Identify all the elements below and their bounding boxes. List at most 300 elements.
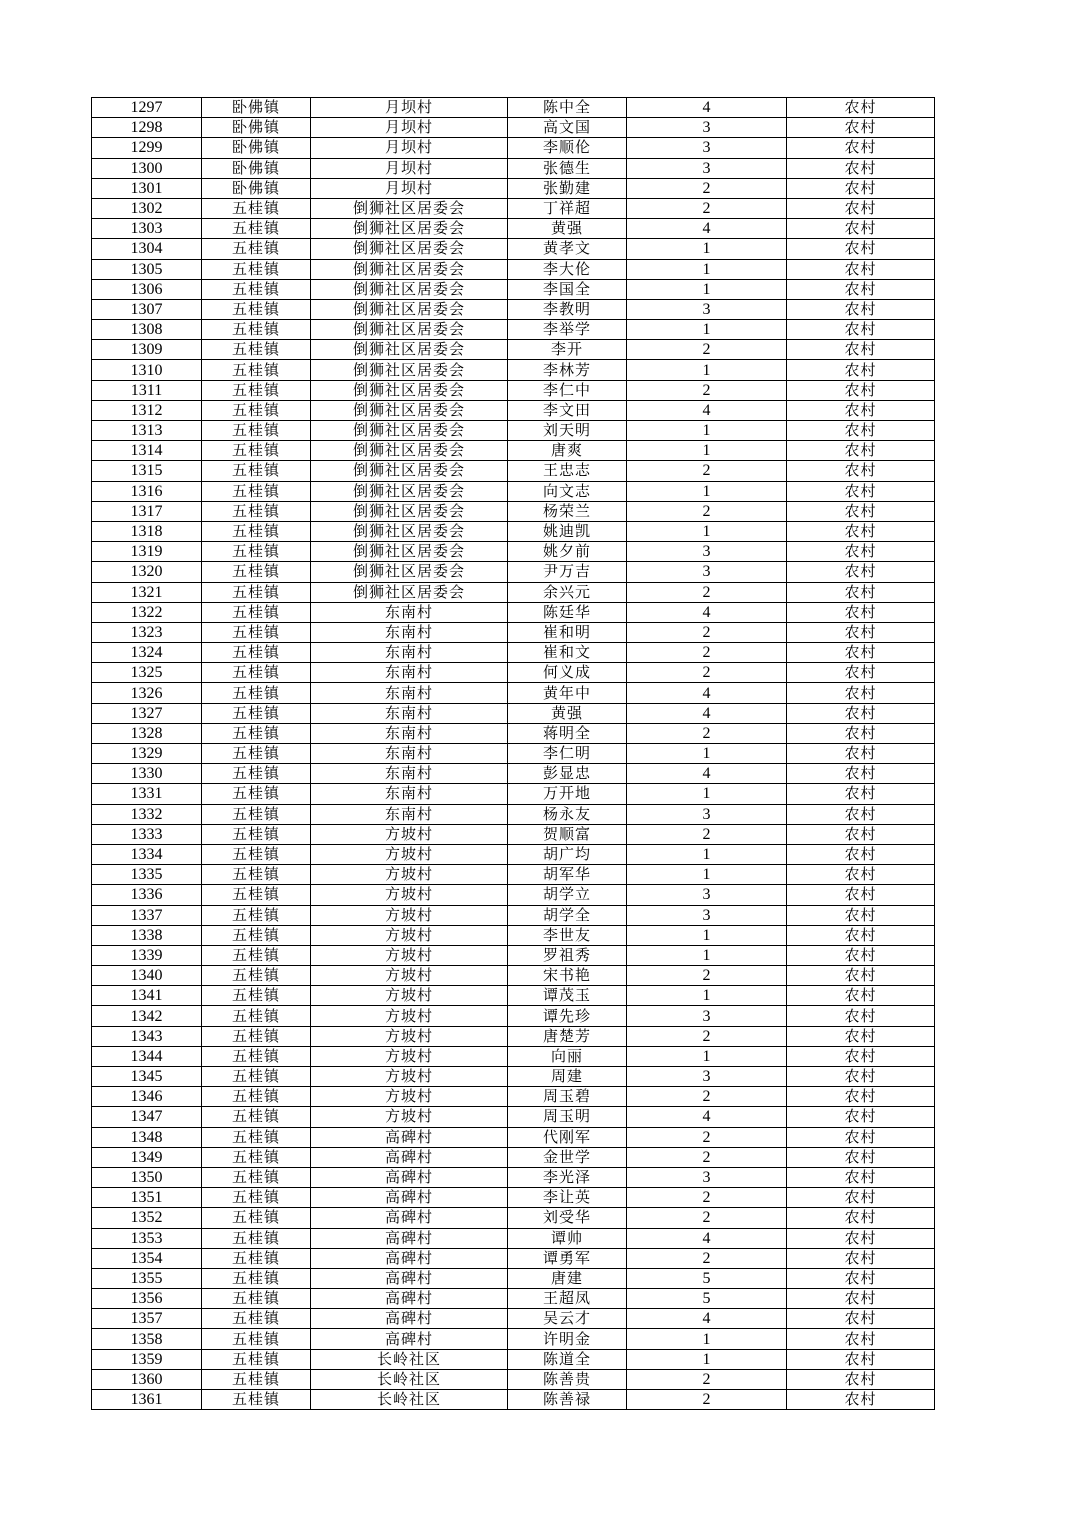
table-row	[92, 744, 935, 764]
household-size-cell: 3	[627, 138, 787, 158]
table-row	[92, 521, 935, 541]
category-cell: 农村	[787, 986, 935, 1006]
village-cell: 倒狮社区居委会	[311, 441, 508, 461]
name-cell: 刘受华	[508, 1208, 627, 1228]
household-size-cell: 3	[627, 1006, 787, 1026]
household-size-cell: 3	[627, 562, 787, 582]
category-cell: 农村	[787, 118, 935, 138]
town-cell: 五桂镇	[202, 905, 311, 925]
name-cell: 高文国	[508, 118, 627, 138]
household-size-cell: 1	[627, 1349, 787, 1369]
village-cell: 东南村	[311, 602, 508, 622]
category-cell: 农村	[787, 441, 935, 461]
row-number-cell: 1304	[92, 239, 202, 259]
table-row	[92, 1127, 935, 1147]
town-cell: 五桂镇	[202, 198, 311, 218]
table-row	[92, 844, 935, 864]
category-cell: 农村	[787, 1046, 935, 1066]
category-cell: 农村	[787, 360, 935, 380]
village-cell: 倒狮社区居委会	[311, 198, 508, 218]
category-cell: 农村	[787, 1188, 935, 1208]
table-row	[92, 1208, 935, 1228]
village-cell: 东南村	[311, 784, 508, 804]
village-cell: 月坝村	[311, 158, 508, 178]
row-number-cell: 1355	[92, 1268, 202, 1288]
household-size-cell: 4	[627, 219, 787, 239]
table-row	[92, 400, 935, 420]
name-cell: 许明金	[508, 1329, 627, 1349]
village-cell: 倒狮社区居委会	[311, 501, 508, 521]
household-size-cell: 4	[627, 98, 787, 118]
category-cell: 农村	[787, 400, 935, 420]
category-cell: 农村	[787, 1268, 935, 1288]
household-size-cell: 2	[627, 1248, 787, 1268]
town-cell: 五桂镇	[202, 1107, 311, 1127]
category-cell: 农村	[787, 1248, 935, 1268]
row-number-cell: 1301	[92, 178, 202, 198]
table-row	[92, 582, 935, 602]
name-cell: 蒋明全	[508, 723, 627, 743]
row-number-cell: 1308	[92, 320, 202, 340]
name-cell: 李开	[508, 340, 627, 360]
table-row	[92, 340, 935, 360]
table-row	[92, 158, 935, 178]
town-cell: 五桂镇	[202, 320, 311, 340]
village-cell: 倒狮社区居委会	[311, 461, 508, 481]
village-cell: 倒狮社区居委会	[311, 320, 508, 340]
village-cell: 高碑村	[311, 1329, 508, 1349]
village-cell: 倒狮社区居委会	[311, 279, 508, 299]
category-cell: 农村	[787, 178, 935, 198]
category-cell: 农村	[787, 1127, 935, 1147]
category-cell: 农村	[787, 622, 935, 642]
name-cell: 李仁明	[508, 744, 627, 764]
town-cell: 五桂镇	[202, 764, 311, 784]
row-number-cell: 1305	[92, 259, 202, 279]
row-number-cell: 1324	[92, 643, 202, 663]
category-cell: 农村	[787, 1329, 935, 1349]
category-cell: 农村	[787, 663, 935, 683]
table-row	[92, 118, 935, 138]
village-cell: 月坝村	[311, 118, 508, 138]
row-number-cell: 1312	[92, 400, 202, 420]
table-row	[92, 1228, 935, 1248]
town-cell: 五桂镇	[202, 1329, 311, 1349]
table-row	[92, 1268, 935, 1288]
name-cell: 黄强	[508, 219, 627, 239]
category-cell: 农村	[787, 138, 935, 158]
category-cell: 农村	[787, 1167, 935, 1187]
category-cell: 农村	[787, 1309, 935, 1329]
village-cell: 方坡村	[311, 966, 508, 986]
category-cell: 农村	[787, 1289, 935, 1309]
village-cell: 倒狮社区居委会	[311, 582, 508, 602]
category-cell: 农村	[787, 824, 935, 844]
category-cell: 农村	[787, 804, 935, 824]
name-cell: 胡学全	[508, 905, 627, 925]
table-row	[92, 380, 935, 400]
row-number-cell: 1341	[92, 986, 202, 1006]
town-cell: 五桂镇	[202, 1188, 311, 1208]
village-cell: 高碑村	[311, 1167, 508, 1187]
table-row	[92, 501, 935, 521]
household-size-cell: 5	[627, 1268, 787, 1288]
category-cell: 农村	[787, 945, 935, 965]
household-size-cell: 3	[627, 158, 787, 178]
town-cell: 五桂镇	[202, 1309, 311, 1329]
name-cell: 李让英	[508, 1188, 627, 1208]
household-size-cell: 2	[627, 622, 787, 642]
town-cell: 五桂镇	[202, 804, 311, 824]
name-cell: 李顺伦	[508, 138, 627, 158]
name-cell: 张德生	[508, 158, 627, 178]
row-number-cell: 1319	[92, 542, 202, 562]
table-row	[92, 885, 935, 905]
row-number-cell: 1351	[92, 1188, 202, 1208]
category-cell: 农村	[787, 582, 935, 602]
village-cell: 高碑村	[311, 1309, 508, 1329]
name-cell: 李国全	[508, 279, 627, 299]
town-cell: 五桂镇	[202, 683, 311, 703]
town-cell: 五桂镇	[202, 744, 311, 764]
town-cell: 五桂镇	[202, 1006, 311, 1026]
household-size-cell: 1	[627, 1329, 787, 1349]
category-cell: 农村	[787, 1390, 935, 1410]
household-size-cell: 2	[627, 340, 787, 360]
town-cell: 五桂镇	[202, 1046, 311, 1066]
village-cell: 方坡村	[311, 986, 508, 1006]
name-cell: 王超凤	[508, 1289, 627, 1309]
village-cell: 长岭社区	[311, 1349, 508, 1369]
village-cell: 高碑村	[311, 1289, 508, 1309]
village-cell: 倒狮社区居委会	[311, 380, 508, 400]
name-cell: 姚迪凯	[508, 521, 627, 541]
village-cell: 方坡村	[311, 844, 508, 864]
town-cell: 五桂镇	[202, 1390, 311, 1410]
town-cell: 五桂镇	[202, 1349, 311, 1369]
household-size-cell: 1	[627, 925, 787, 945]
table-row	[92, 259, 935, 279]
village-cell: 东南村	[311, 683, 508, 703]
town-cell: 五桂镇	[202, 622, 311, 642]
village-cell: 倒狮社区居委会	[311, 562, 508, 582]
household-size-cell: 1	[627, 481, 787, 501]
table-row	[92, 98, 935, 118]
name-cell: 尹万吉	[508, 562, 627, 582]
town-cell: 五桂镇	[202, 380, 311, 400]
name-cell: 陈道全	[508, 1349, 627, 1369]
town-cell: 卧佛镇	[202, 98, 311, 118]
town-cell: 五桂镇	[202, 1147, 311, 1167]
household-size-cell: 2	[627, 1390, 787, 1410]
category-cell: 农村	[787, 1349, 935, 1369]
row-number-cell: 1328	[92, 723, 202, 743]
name-cell: 代刚军	[508, 1127, 627, 1147]
category-cell: 农村	[787, 481, 935, 501]
village-cell: 倒狮社区居委会	[311, 219, 508, 239]
row-number-cell: 1360	[92, 1369, 202, 1389]
name-cell: 姚夕前	[508, 542, 627, 562]
household-size-cell: 2	[627, 178, 787, 198]
town-cell: 五桂镇	[202, 259, 311, 279]
row-number-cell: 1345	[92, 1067, 202, 1087]
row-number-cell: 1323	[92, 622, 202, 642]
name-cell: 罗祖秀	[508, 945, 627, 965]
household-size-cell: 4	[627, 764, 787, 784]
name-cell: 胡广均	[508, 844, 627, 864]
row-number-cell: 1316	[92, 481, 202, 501]
category-cell: 农村	[787, 703, 935, 723]
village-cell: 倒狮社区居委会	[311, 360, 508, 380]
row-number-cell: 1333	[92, 824, 202, 844]
category-cell: 农村	[787, 865, 935, 885]
household-size-cell: 2	[627, 1188, 787, 1208]
village-cell: 倒狮社区居委会	[311, 521, 508, 541]
name-cell: 吴云才	[508, 1309, 627, 1329]
category-cell: 农村	[787, 925, 935, 945]
table-row	[92, 643, 935, 663]
row-number-cell: 1335	[92, 865, 202, 885]
town-cell: 五桂镇	[202, 582, 311, 602]
village-cell: 高碑村	[311, 1268, 508, 1288]
name-cell: 谭茂玉	[508, 986, 627, 1006]
household-size-cell: 2	[627, 198, 787, 218]
row-number-cell: 1356	[92, 1289, 202, 1309]
household-size-cell: 2	[627, 501, 787, 521]
household-size-cell: 2	[627, 723, 787, 743]
name-cell: 谭帅	[508, 1228, 627, 1248]
household-size-cell: 4	[627, 1107, 787, 1127]
village-cell: 方坡村	[311, 905, 508, 925]
town-cell: 五桂镇	[202, 542, 311, 562]
village-cell: 方坡村	[311, 865, 508, 885]
category-cell: 农村	[787, 380, 935, 400]
name-cell: 周建	[508, 1067, 627, 1087]
row-number-cell: 1302	[92, 198, 202, 218]
table-row	[92, 683, 935, 703]
row-number-cell: 1297	[92, 98, 202, 118]
category-cell: 农村	[787, 764, 935, 784]
town-cell: 五桂镇	[202, 461, 311, 481]
household-size-cell: 4	[627, 683, 787, 703]
town-cell: 卧佛镇	[202, 158, 311, 178]
town-cell: 五桂镇	[202, 1369, 311, 1389]
village-cell: 倒狮社区居委会	[311, 400, 508, 420]
table-row	[92, 360, 935, 380]
town-cell: 五桂镇	[202, 1289, 311, 1309]
category-cell: 农村	[787, 340, 935, 360]
row-number-cell: 1353	[92, 1228, 202, 1248]
table-row	[92, 602, 935, 622]
household-size-cell: 1	[627, 320, 787, 340]
household-size-cell: 2	[627, 380, 787, 400]
row-number-cell: 1318	[92, 521, 202, 541]
village-cell: 倒狮社区居委会	[311, 421, 508, 441]
household-size-cell: 1	[627, 986, 787, 1006]
category-cell: 农村	[787, 259, 935, 279]
household-size-cell: 1	[627, 239, 787, 259]
row-number-cell: 1321	[92, 582, 202, 602]
table-row	[92, 945, 935, 965]
name-cell: 陈善贵	[508, 1369, 627, 1389]
row-number-cell: 1339	[92, 945, 202, 965]
household-size-cell: 1	[627, 279, 787, 299]
name-cell: 李大伦	[508, 259, 627, 279]
row-number-cell: 1330	[92, 764, 202, 784]
name-cell: 李仁中	[508, 380, 627, 400]
category-cell: 农村	[787, 501, 935, 521]
household-size-cell: 4	[627, 1309, 787, 1329]
name-cell: 向丽	[508, 1046, 627, 1066]
village-cell: 倒狮社区居委会	[311, 239, 508, 259]
category-cell: 农村	[787, 562, 935, 582]
row-number-cell: 1309	[92, 340, 202, 360]
village-cell: 东南村	[311, 703, 508, 723]
town-cell: 五桂镇	[202, 966, 311, 986]
row-number-cell: 1348	[92, 1127, 202, 1147]
row-number-cell: 1307	[92, 299, 202, 319]
village-cell: 高碑村	[311, 1228, 508, 1248]
household-size-cell: 4	[627, 1228, 787, 1248]
table-row	[92, 905, 935, 925]
town-cell: 五桂镇	[202, 723, 311, 743]
village-cell: 方坡村	[311, 1006, 508, 1026]
household-size-cell: 2	[627, 663, 787, 683]
row-number-cell: 1299	[92, 138, 202, 158]
row-number-cell: 1357	[92, 1309, 202, 1329]
table-row	[92, 986, 935, 1006]
category-cell: 农村	[787, 602, 935, 622]
household-size-cell: 1	[627, 360, 787, 380]
village-cell: 东南村	[311, 643, 508, 663]
town-cell: 五桂镇	[202, 299, 311, 319]
town-cell: 五桂镇	[202, 562, 311, 582]
table-row	[92, 542, 935, 562]
name-cell: 黄孝文	[508, 239, 627, 259]
row-number-cell: 1311	[92, 380, 202, 400]
table-row	[92, 966, 935, 986]
row-number-cell: 1340	[92, 966, 202, 986]
town-cell: 五桂镇	[202, 400, 311, 420]
row-number-cell: 1336	[92, 885, 202, 905]
village-cell: 高碑村	[311, 1147, 508, 1167]
category-cell: 农村	[787, 905, 935, 925]
row-number-cell: 1298	[92, 118, 202, 138]
records-table-body	[92, 98, 935, 1410]
table-row	[92, 1006, 935, 1026]
household-size-cell: 1	[627, 441, 787, 461]
village-cell: 方坡村	[311, 824, 508, 844]
row-number-cell: 1332	[92, 804, 202, 824]
village-cell: 倒狮社区居委会	[311, 542, 508, 562]
row-number-cell: 1331	[92, 784, 202, 804]
household-size-cell: 3	[627, 804, 787, 824]
household-size-cell: 2	[627, 1087, 787, 1107]
household-size-cell: 1	[627, 421, 787, 441]
table-row	[92, 320, 935, 340]
row-number-cell: 1306	[92, 279, 202, 299]
town-cell: 五桂镇	[202, 521, 311, 541]
household-size-cell: 2	[627, 1147, 787, 1167]
town-cell: 五桂镇	[202, 1248, 311, 1268]
row-number-cell: 1350	[92, 1167, 202, 1187]
table-row	[92, 1167, 935, 1187]
row-number-cell: 1326	[92, 683, 202, 703]
household-size-cell: 2	[627, 461, 787, 481]
name-cell: 李世友	[508, 925, 627, 945]
category-cell: 农村	[787, 198, 935, 218]
row-number-cell: 1361	[92, 1390, 202, 1410]
row-number-cell: 1349	[92, 1147, 202, 1167]
name-cell: 黄年中	[508, 683, 627, 703]
category-cell: 农村	[787, 885, 935, 905]
name-cell: 杨永友	[508, 804, 627, 824]
name-cell: 万开地	[508, 784, 627, 804]
category-cell: 农村	[787, 299, 935, 319]
row-number-cell: 1352	[92, 1208, 202, 1228]
name-cell: 崔和明	[508, 622, 627, 642]
household-size-cell: 1	[627, 865, 787, 885]
town-cell: 五桂镇	[202, 844, 311, 864]
table-row	[92, 441, 935, 461]
village-cell: 方坡村	[311, 1107, 508, 1127]
household-size-cell: 1	[627, 259, 787, 279]
table-row	[92, 1107, 935, 1127]
table-row	[92, 1087, 935, 1107]
town-cell: 五桂镇	[202, 421, 311, 441]
town-cell: 五桂镇	[202, 986, 311, 1006]
category-cell: 农村	[787, 784, 935, 804]
town-cell: 五桂镇	[202, 1268, 311, 1288]
household-size-cell: 2	[627, 824, 787, 844]
table-row	[92, 824, 935, 844]
household-size-cell: 3	[627, 542, 787, 562]
village-cell: 倒狮社区居委会	[311, 481, 508, 501]
name-cell: 李教明	[508, 299, 627, 319]
town-cell: 五桂镇	[202, 1026, 311, 1046]
town-cell: 五桂镇	[202, 663, 311, 683]
table-row	[92, 1046, 935, 1066]
category-cell: 农村	[787, 279, 935, 299]
row-number-cell: 1329	[92, 744, 202, 764]
village-cell: 方坡村	[311, 1087, 508, 1107]
town-cell: 五桂镇	[202, 501, 311, 521]
household-size-cell: 1	[627, 945, 787, 965]
table-row	[92, 723, 935, 743]
category-cell: 农村	[787, 158, 935, 178]
category-cell: 农村	[787, 320, 935, 340]
village-cell: 东南村	[311, 723, 508, 743]
name-cell: 杨荣兰	[508, 501, 627, 521]
town-cell: 五桂镇	[202, 703, 311, 723]
village-cell: 方坡村	[311, 925, 508, 945]
row-number-cell: 1327	[92, 703, 202, 723]
name-cell: 周玉明	[508, 1107, 627, 1127]
town-cell: 五桂镇	[202, 279, 311, 299]
table-row	[92, 178, 935, 198]
household-size-cell: 1	[627, 521, 787, 541]
name-cell: 宋书艳	[508, 966, 627, 986]
row-number-cell: 1337	[92, 905, 202, 925]
category-cell: 农村	[787, 1208, 935, 1228]
village-cell: 高碑村	[311, 1208, 508, 1228]
row-number-cell: 1343	[92, 1026, 202, 1046]
village-cell: 方坡村	[311, 1046, 508, 1066]
category-cell: 农村	[787, 542, 935, 562]
village-cell: 方坡村	[311, 885, 508, 905]
category-cell: 农村	[787, 461, 935, 481]
category-cell: 农村	[787, 1067, 935, 1087]
